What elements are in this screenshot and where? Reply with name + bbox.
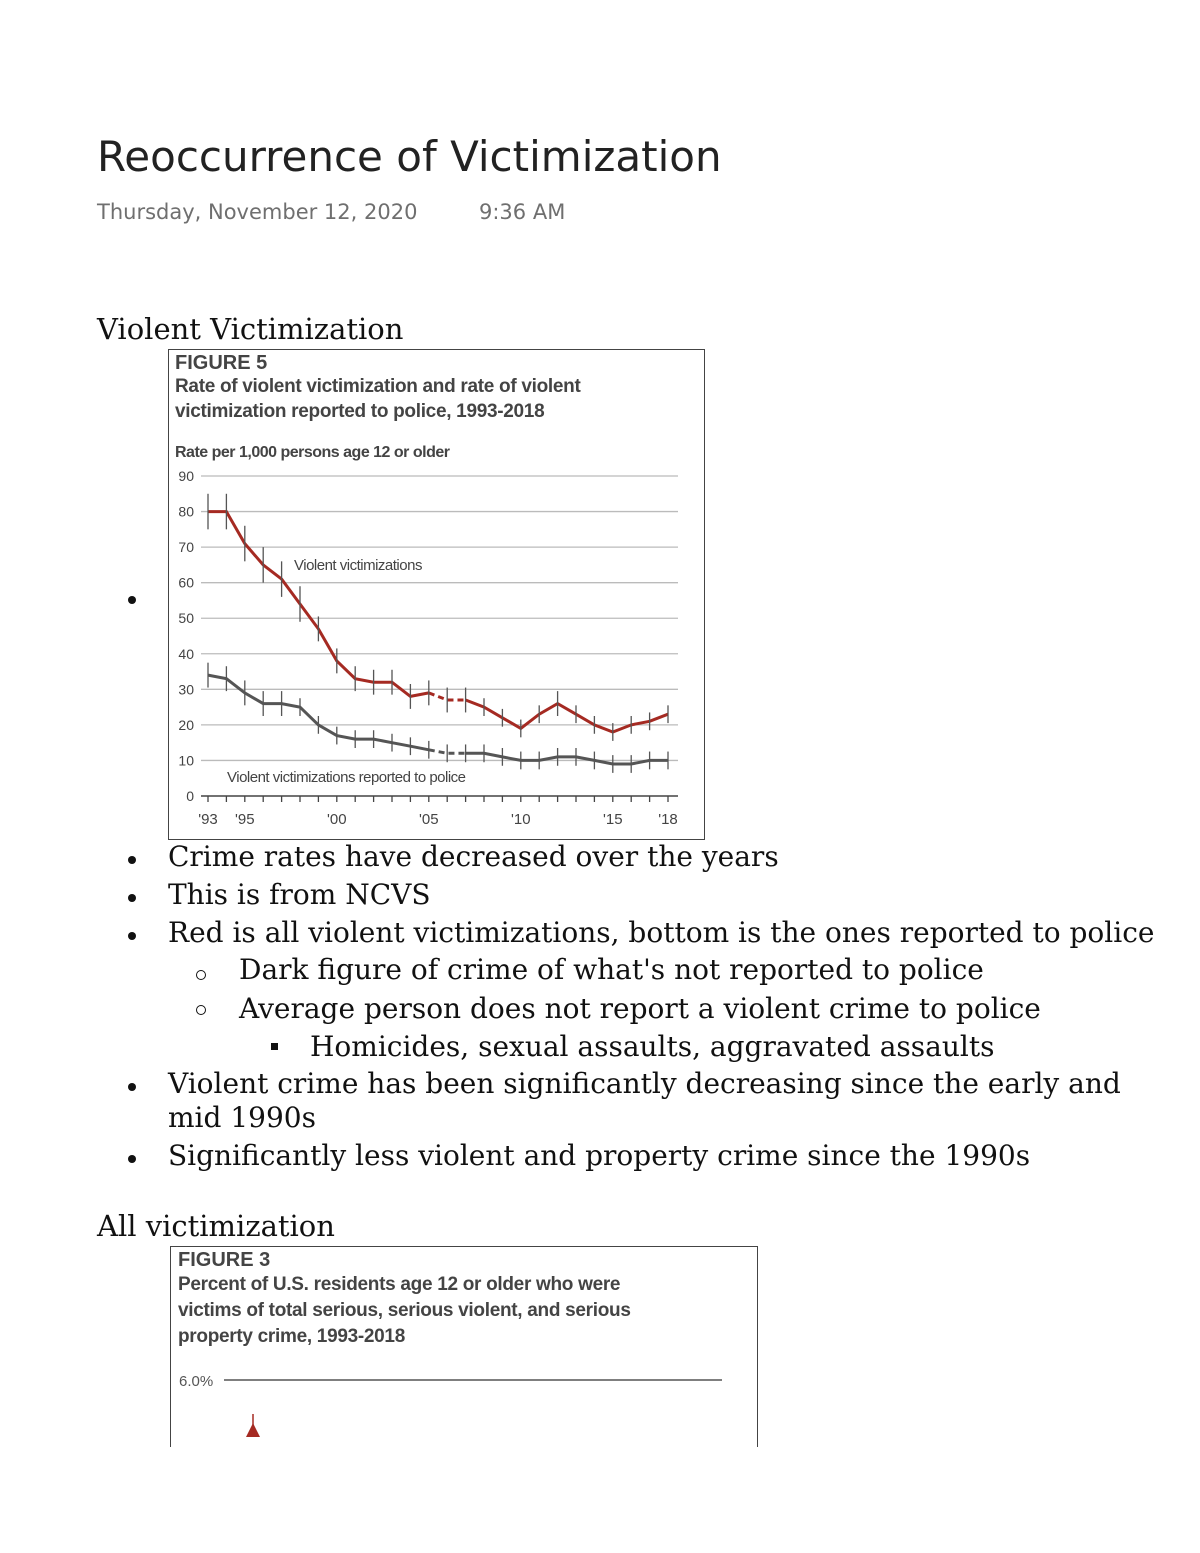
figure-3-ytick-top: 6.0% bbox=[179, 1373, 214, 1390]
series-violent-line bbox=[208, 512, 429, 697]
bullet-dot bbox=[128, 1083, 136, 1091]
y-tick-label: 30 bbox=[178, 681, 194, 698]
sub-sub-bullet-square bbox=[271, 1043, 278, 1050]
y-tick-label: 0 bbox=[186, 788, 194, 804]
x-tick-label: '00 bbox=[327, 811, 347, 828]
section-heading-violent: Violent Victimization bbox=[97, 312, 404, 346]
figure-3-title-line1: Percent of U.S. residents age 12 or older who were bbox=[178, 1274, 621, 1295]
bullet-dot bbox=[128, 1155, 136, 1163]
sub-bullet-item: Average person does not report a violent crime to police bbox=[239, 992, 1041, 1025]
figure-5-chart bbox=[169, 350, 704, 839]
bullet-dot-figure bbox=[128, 596, 136, 604]
figure-3 bbox=[170, 1246, 758, 1447]
figure-5 bbox=[168, 349, 705, 840]
bullet-dot bbox=[128, 932, 136, 940]
bullet-item: Crime rates have decreased over the years bbox=[168, 840, 779, 873]
figure-3-marker bbox=[246, 1423, 260, 1437]
x-tick-label: '15 bbox=[603, 811, 623, 828]
x-tick-label: '05 bbox=[419, 811, 439, 828]
bullet-item: Violent crime has been significantly decreasing since the early and mid 1990s bbox=[168, 1067, 1121, 1134]
page-time: 9:36 AM bbox=[479, 200, 566, 224]
figure-5-title-line1: Rate of violent victimization and rate of violent bbox=[175, 376, 581, 397]
bullet-item: This is from NCVS bbox=[168, 878, 431, 911]
x-tick-label: '93 bbox=[198, 811, 218, 828]
figure-3-chart bbox=[171, 1247, 757, 1447]
x-tick-label: '18 bbox=[658, 811, 678, 828]
figure-5-title-line2: victimization reported to police, 1993-2018 bbox=[175, 401, 545, 422]
x-tick-label: '10 bbox=[511, 811, 531, 828]
series-label-police: Violent victimizations reported to police bbox=[227, 769, 466, 786]
y-tick-label: 10 bbox=[178, 752, 194, 769]
figure-3-label: FIGURE 3 bbox=[178, 1249, 271, 1271]
y-tick-label: 40 bbox=[178, 645, 194, 662]
x-tick-label: '95 bbox=[235, 811, 255, 828]
bullet-item: Significantly less violent and property crime since the 1990s bbox=[168, 1139, 1031, 1172]
sub-sub-bullet-item: Homicides, sexual assaults, aggravated assaults bbox=[310, 1030, 995, 1063]
y-tick-label: 20 bbox=[178, 716, 194, 733]
bullet-dot bbox=[128, 856, 136, 864]
section-heading-all: All victimization bbox=[97, 1209, 335, 1243]
y-tick-label: 70 bbox=[178, 539, 194, 556]
figure-5-ylabel: Rate per 1,000 persons age 12 or older bbox=[175, 444, 450, 461]
page-title: Reoccurrence of Victimization bbox=[97, 132, 722, 181]
sub-bullet-circle bbox=[196, 970, 206, 980]
y-tick-label: 60 bbox=[178, 574, 194, 591]
bullet-item: Red is all violent victimizations, bottom is the ones reported to police bbox=[168, 916, 1155, 949]
series-police-line bbox=[466, 753, 668, 764]
figure-3-title-line3: property crime, 1993-2018 bbox=[178, 1326, 405, 1347]
sub-bullet-item: Dark figure of crime of what's not reported to police bbox=[239, 953, 984, 986]
page-date: Thursday, November 12, 2020 bbox=[97, 200, 418, 224]
bullet-dot bbox=[128, 894, 136, 902]
sub-bullet-circle bbox=[196, 1005, 206, 1015]
y-tick-label: 80 bbox=[178, 503, 194, 520]
figure-3-title-line2: victims of total serious, serious violent, and serious bbox=[178, 1300, 631, 1321]
y-tick-label: 90 bbox=[178, 468, 194, 484]
series-violent-line bbox=[466, 700, 668, 732]
y-tick-label: 50 bbox=[178, 610, 194, 627]
figure-5-label: FIGURE 5 bbox=[175, 352, 268, 374]
series-label-violent: Violent victimizations bbox=[294, 557, 422, 574]
